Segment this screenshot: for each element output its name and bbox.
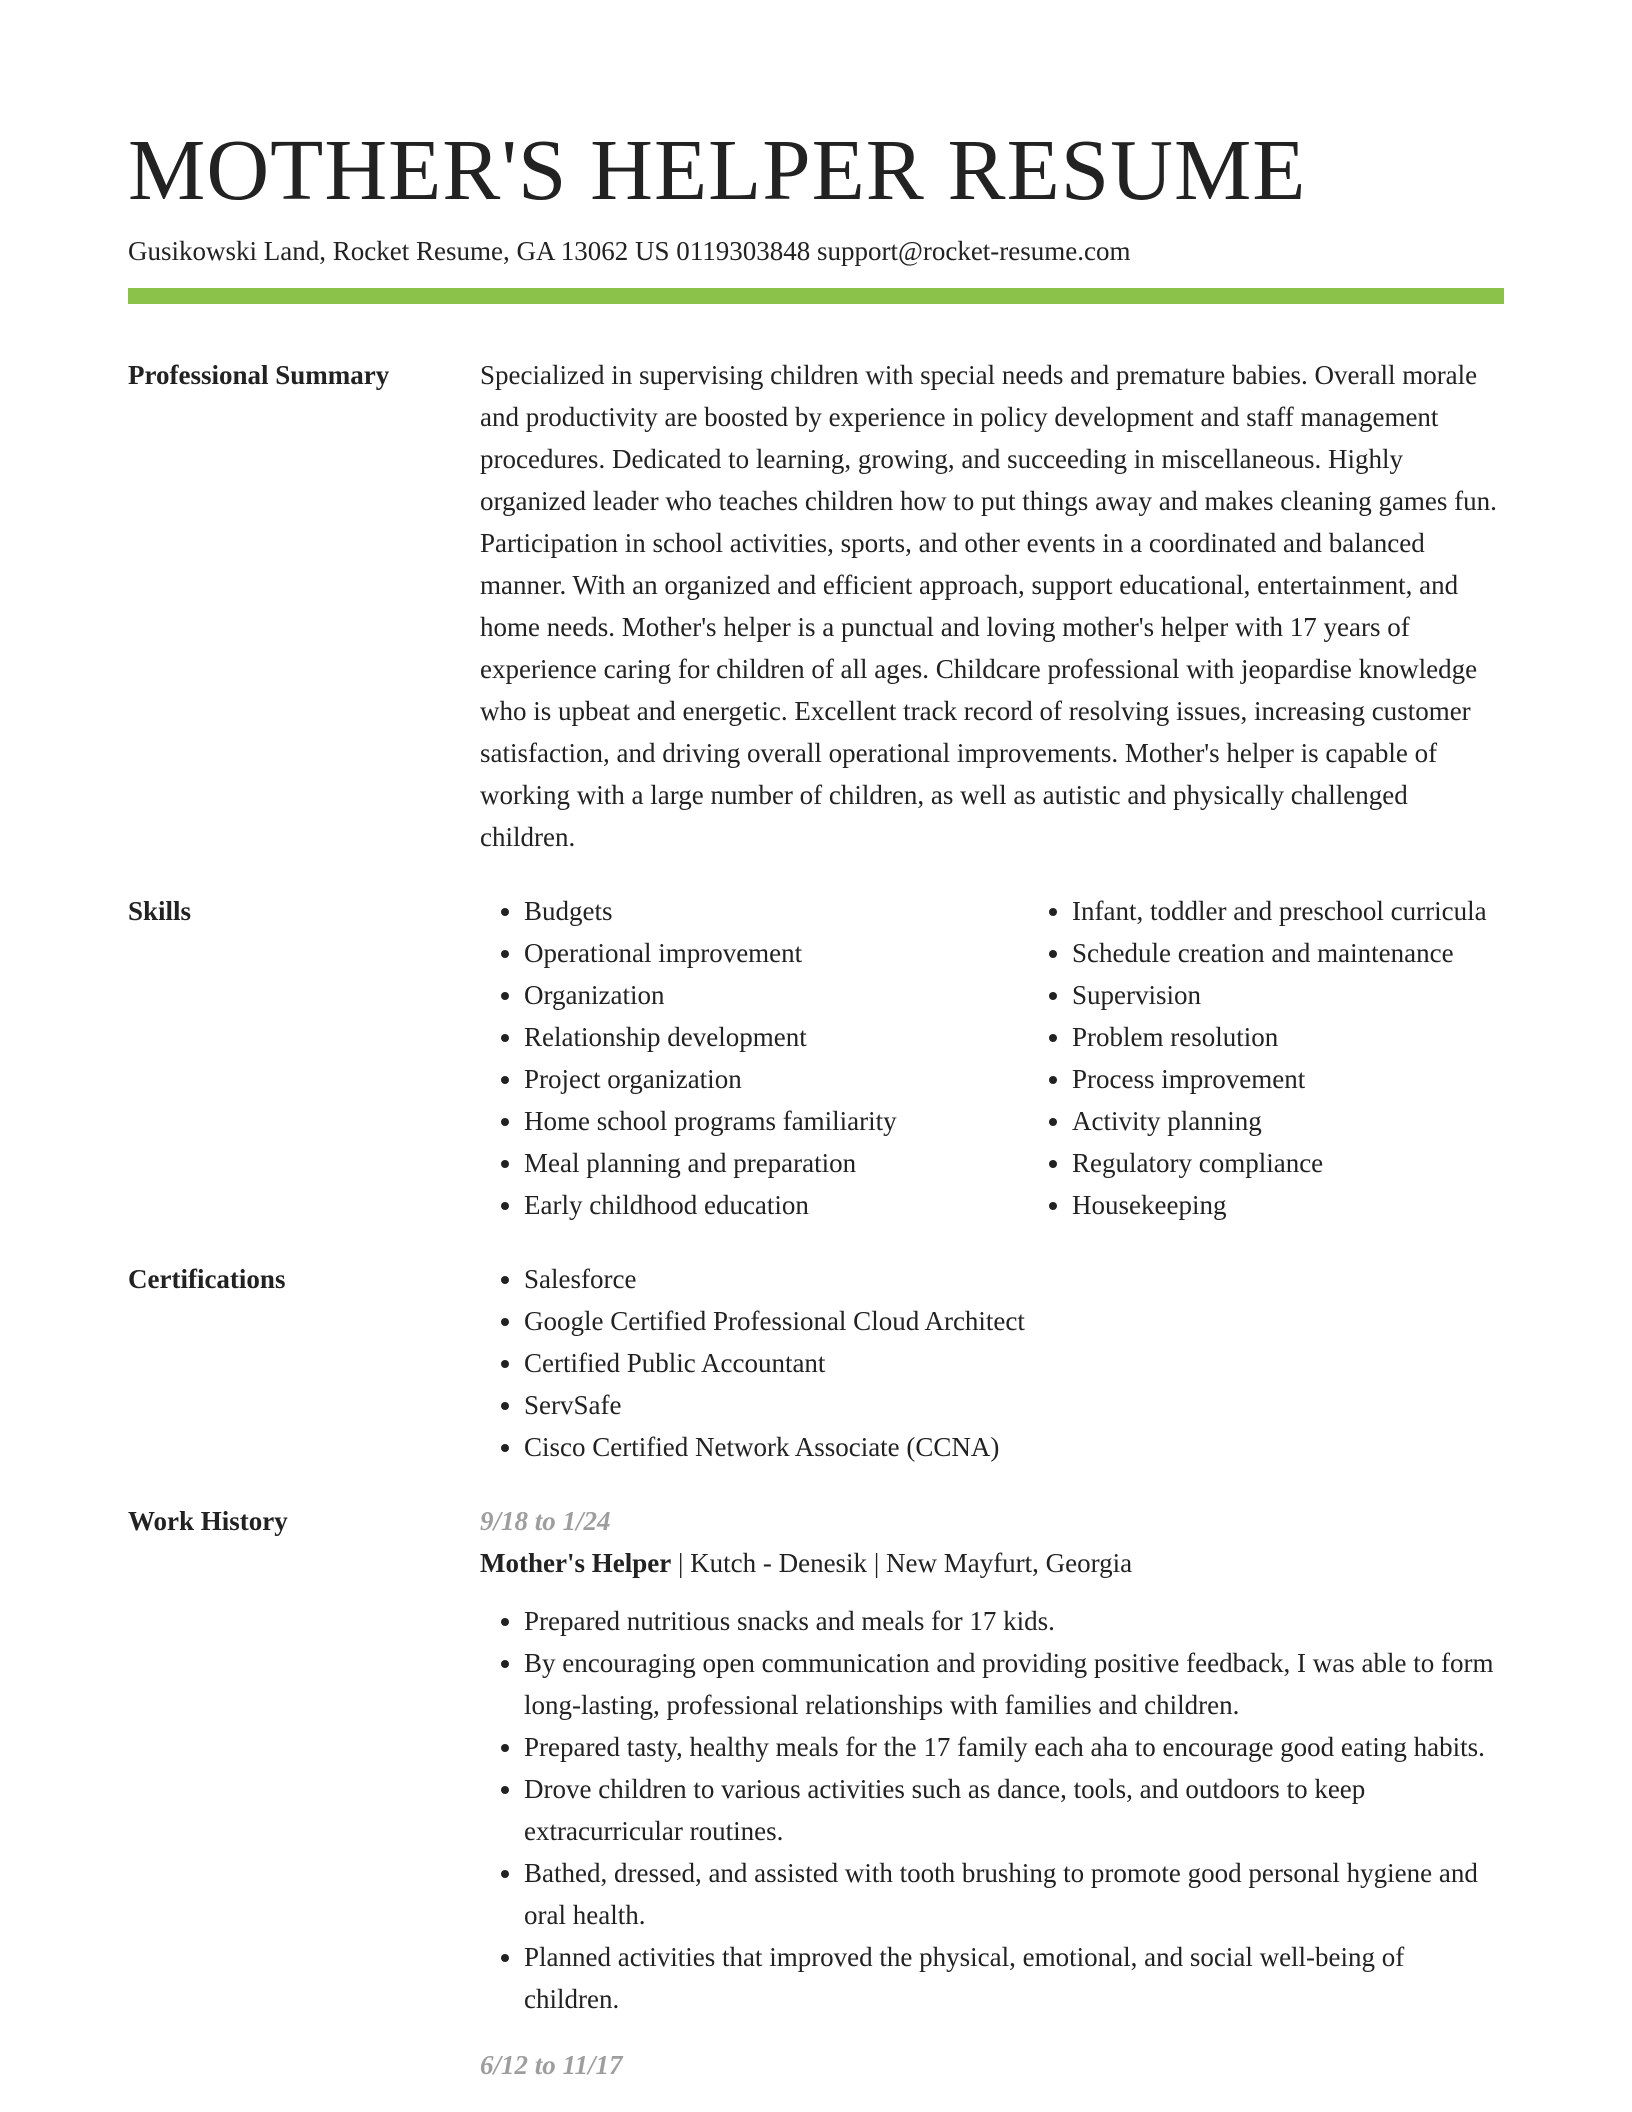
skill-item: • Meal planning and preparation: [524, 1142, 1028, 1184]
job-company: Kutch - Denesik: [690, 1548, 868, 1578]
skill-item: • Activity planning: [1072, 1100, 1504, 1142]
section-label-skills: Skills: [128, 896, 192, 926]
contact-email: support@rocket-resume.com: [816, 236, 1131, 266]
certifications-body: [480, 1258, 1504, 1468]
job-bullet: • Drove children to various activities such as dance, tools, and outdoors to keep extracurricular routines.: [524, 1768, 1504, 1852]
skills-list-right: [1028, 890, 1504, 1226]
job-heading: Mother's Helper | Kutch - Denesik | New Mayfurt, Georgia: [480, 1548, 1133, 1578]
skill-item: • Regulatory compliance: [1072, 1142, 1504, 1184]
job-entry: [480, 1500, 1504, 2020]
job-dates: 9/18 to 1/24: [480, 1506, 611, 1536]
skills-section: [128, 890, 1504, 1226]
job-bullet: • By encouraging open communication and providing positive feedback, I was able to form long-lasting, professional relationships with families and children.: [524, 1642, 1504, 1726]
accent-divider: [128, 288, 1504, 304]
certification-item: • Certified Public Accountant: [524, 1342, 1504, 1384]
skill-item: • Relationship development: [524, 1016, 1028, 1058]
skills-list-left: [480, 890, 1028, 1226]
certification-item: • ServSafe: [524, 1384, 1504, 1426]
work-history-section: [128, 1500, 1504, 2086]
skill-item: • Supervision: [1072, 974, 1504, 1016]
job-bullet: • Bathed, dressed, and assisted with tooth brushing to promote good personal hygiene and oral health.: [524, 1852, 1504, 1936]
resume-title: MOTHER'S HELPER RESUME: [128, 121, 1307, 218]
job-entry: [480, 2044, 1504, 2086]
skill-item: • Budgets: [524, 890, 1028, 932]
skill-item: • Operational improvement: [524, 932, 1028, 974]
resume-page: [128, 120, 1504, 2086]
contact-line: [128, 234, 1504, 268]
job-dates: 6/12 to 11/17: [480, 2050, 623, 2080]
skill-item: • Project organization: [524, 1058, 1028, 1100]
certifications-list: [480, 1258, 1504, 1468]
professional-summary-section: [128, 354, 1504, 858]
skill-item: • Housekeeping: [1072, 1184, 1504, 1226]
job-bullet-list: [480, 1600, 1504, 2020]
skills-columns: [480, 890, 1504, 1226]
skill-item: • Infant, toddler and preschool curricula: [1072, 890, 1504, 932]
job-location: New Mayfurt, Georgia: [885, 1548, 1133, 1578]
certification-item: • Salesforce: [524, 1258, 1504, 1300]
certifications-section: [128, 1258, 1504, 1468]
section-label-work-history: Work History: [128, 1506, 288, 1536]
job-bullet: • Prepared tasty, healthy meals for the 17 family each aha to encourage good eating habits.: [524, 1726, 1504, 1768]
section-label-summary: Professional Summary: [128, 360, 390, 390]
skill-item: • Process improvement: [1072, 1058, 1504, 1100]
certification-item: • Google Certified Professional Cloud Architect: [524, 1300, 1504, 1342]
job-bullet: • Planned activities that improved the physical, emotional, and social well-being of children.: [524, 1936, 1504, 2020]
skill-item: • Early childhood education: [524, 1184, 1028, 1226]
skill-item: • Problem resolution: [1072, 1016, 1504, 1058]
contact-phone: 0119303848: [676, 236, 811, 266]
skill-item: • Home school programs familiarity: [524, 1100, 1028, 1142]
skill-item: • Organization: [524, 974, 1028, 1016]
summary-text: Specialized in supervising children with special needs and premature babies. Overall morale and productivity are boosted by experience in policy development and staff management procedures. Dedicated to learning, growing, and succeeding in miscellaneous. Highly organized leader who teaches children how to put things away and makes cleaning games fun. Participation in school activities, sports, and other events in a coordinated and balanced manner. With an organized and efficient approach, support educational, entertainment, and home needs. Mother's helper is a punctual and loving mother's helper with 17 years of experience caring for children of all ages. Childcare professional with jeopardise knowledge who is upbeat and energetic. Excellent track record of resolving issues, increasing customer satisfaction, and driving overall operational improvements. Mother's helper is capable of working with a large number of children, as well as autistic and physically challenged children.: [480, 360, 1497, 852]
job-bullet: • Prepared nutritious snacks and meals for 17 kids.: [524, 1600, 1504, 1642]
skill-item: • Schedule creation and maintenance: [1072, 932, 1504, 974]
job-title: Mother's Helper: [480, 1548, 672, 1578]
certification-item: • Cisco Certified Network Associate (CCNA): [524, 1426, 1504, 1468]
section-label-certifications: Certifications: [128, 1264, 286, 1294]
work-history-body: [480, 1500, 1504, 2086]
contact-address: Gusikowski Land, Rocket Resume, GA 13062 US: [128, 236, 670, 266]
